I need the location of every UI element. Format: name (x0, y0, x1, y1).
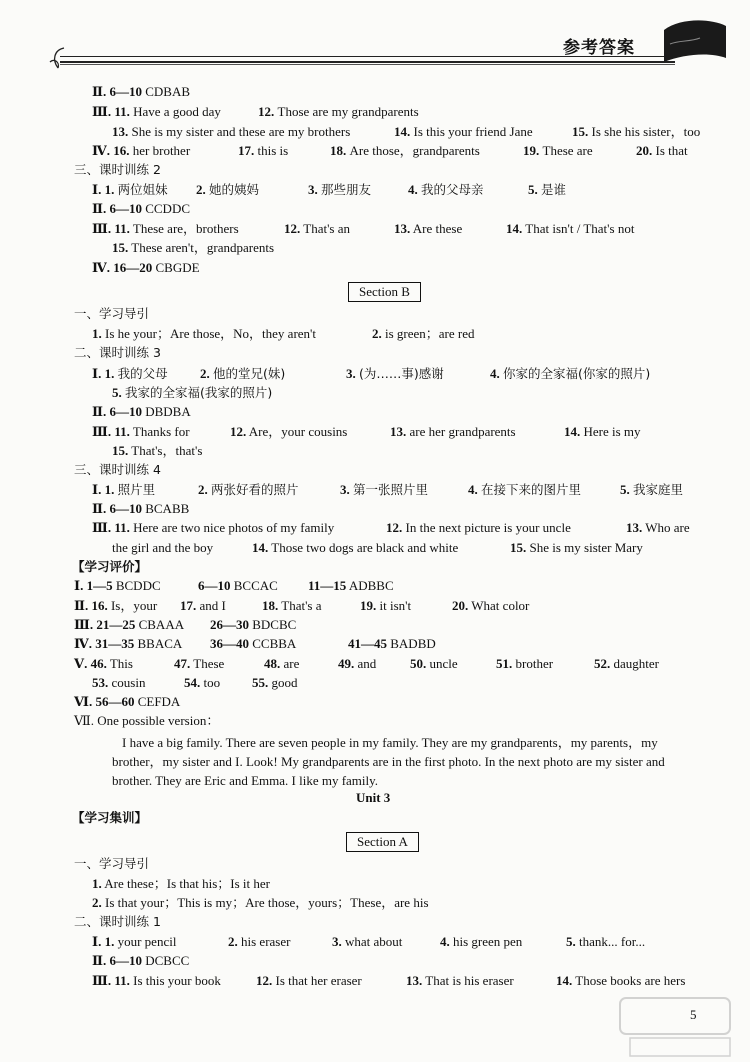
answer-line: 5. 我家的全家福(我家的照片) (112, 385, 273, 400)
answer-line: 20. Is that (636, 143, 688, 158)
answer-line: Ⅰ. 1—5 BCDDC (74, 578, 161, 593)
answer-line: 2. 两张好看的照片 (198, 482, 299, 497)
answer-line: 5. thank... for... (566, 934, 646, 949)
section-heading: 三、课时训练 2 (74, 162, 161, 177)
answer-line: 48. are (264, 656, 300, 671)
answer-line: 15. These aren't，grandparents (112, 240, 275, 255)
answer-line: Ⅳ. 16—20 CBGDE (92, 260, 200, 275)
answer-line: 3. 那些朋友 (308, 182, 372, 197)
answer-line: Ⅱ. 6—10 BCABB (92, 501, 190, 516)
answer-line: Ⅲ. 11. Thanks for (92, 424, 190, 439)
answer-line: 17. and I (180, 598, 226, 613)
answer-line: 3. what about (332, 934, 403, 949)
answer-line: Ⅰ. 1. 照片里 (92, 482, 156, 497)
answer-line: 18. That's a (262, 598, 322, 613)
answer-line: 15. Is she his sister，too (572, 124, 701, 139)
answer-line: 13. That is his eraser (406, 973, 514, 988)
answer-line: 26—30 BDCBC (210, 617, 297, 632)
answer-line: 19. These are (523, 143, 593, 158)
answer-line: 11—15 ADBBC (308, 578, 394, 593)
answer-line: 14. Those books are hers (556, 973, 686, 988)
answer-line: 2. 他的堂兄(妹) (200, 366, 286, 381)
page-number: 5 (690, 1007, 697, 1022)
unit-title: Unit 3 (356, 790, 391, 805)
answer-line: Ⅴ. 46. This (74, 656, 133, 671)
answer-line: Ⅳ. 16. her brother (92, 143, 191, 158)
answer-line: 51. brother (496, 656, 554, 671)
answer-line: 14. Here is my (564, 424, 641, 439)
section-heading: 一、学习导引 (74, 306, 150, 321)
answer-line: 13. She is my sister and these are my brothers (112, 124, 351, 139)
section-b-label: Section B (348, 282, 421, 302)
answer-line: 1. Are these；Is that his；Is it her (92, 876, 271, 891)
answer-line: 3. (为……事)感谢 (346, 366, 444, 381)
answer-line: 13. Who are (626, 520, 690, 535)
answer-line: 14. That isn't / That's not (506, 221, 635, 236)
answer-line: 3. 第一张照片里 (340, 482, 429, 497)
page-header (0, 0, 750, 80)
answer-line: 50. uncle (410, 656, 458, 671)
sample-essay: I have a big family. There are seven people in my family. They are my grandparents，my parents，my brother，my sister and I. Look! My grandparents are in the first photo. In the next photo are my sister and brother. They are Eric and Emma. I like my family. (112, 735, 665, 788)
answer-line: 12. Those are my grandparents (258, 104, 419, 119)
answer-line: Ⅲ. 11. Here are two nice photos of my family (92, 520, 335, 535)
answer-line: 4. 我的父母亲 (408, 182, 484, 197)
section-a-label: Section A (346, 832, 419, 852)
answer-line: 12. In the next picture is your uncle (386, 520, 571, 535)
answer-line: Ⅱ. 6—10 DCBCC (92, 953, 190, 968)
answer-line: Ⅰ. 1. 我的父母 (92, 366, 168, 381)
answer-line: 47. These (174, 656, 225, 671)
answer-line: 4. 在接下来的图片里 (468, 482, 582, 497)
book-tab-ornament-icon (660, 14, 730, 70)
answer-line: 4. 你家的全家福(你家的照片) (490, 366, 651, 381)
answer-line: 55. good (252, 675, 298, 690)
answer-line: 15. She is my sister Mary (510, 540, 643, 555)
answer-line: 49. and (338, 656, 377, 671)
answer-line: 13. are her grandparents (390, 424, 516, 439)
answer-line: 54. too (184, 675, 221, 690)
answer-line: Ⅲ. 21—25 CBAAA (74, 617, 185, 632)
answer-line: 19. it isn't (360, 598, 412, 613)
answer-line: Ⅲ. 11. Have a good day (92, 104, 221, 119)
answer-line: Ⅱ. 6—10 DBDBA (92, 404, 191, 419)
answer-line: 2. 她的姨妈 (196, 182, 260, 197)
answer-line: 53. cousin (92, 675, 146, 690)
answer-line: 14. Is this your friend Jane (394, 124, 533, 139)
answer-line: the girl and the boy (112, 540, 214, 555)
answer-line: Ⅲ. 11. Is this your book (92, 973, 221, 988)
section-heading: 【学习评价】 (72, 559, 148, 574)
answer-line: 17. this is (238, 143, 289, 158)
answer-line: Ⅳ. 31—35 BBACA (74, 636, 183, 651)
watermark-logo-icon (600, 990, 750, 1062)
answer-line: 6—10 BCCAC (198, 578, 278, 593)
answer-line: Ⅰ. 1. your pencil (92, 934, 177, 949)
answer-line: Ⅲ. 11. These are，brothers (92, 221, 239, 236)
page-title: 参考答案 (563, 38, 635, 58)
section-heading: 三、课时训练 4 (74, 462, 161, 477)
header-rule-thin (60, 64, 675, 65)
answer-line: 4. his green pen (440, 934, 523, 949)
answer-line: Ⅱ. 6—10 CDBAB (92, 84, 191, 99)
answer-line: Ⅱ. 6—10 CCDDC (92, 201, 191, 216)
section-heading: 二、课时训练 1 (74, 914, 161, 929)
answer-line: Ⅰ. 1. 两位姐妹 (92, 182, 168, 197)
answer-line: 18. Are those，grandparents (330, 143, 480, 158)
answer-line: 12. That's an (284, 221, 351, 236)
answer-line: 13. Are these (394, 221, 463, 236)
answer-line: 2. Is that your；This is my；Are those，yours；These，are his (92, 895, 429, 910)
answer-line: 15. That's，that's (112, 443, 203, 458)
answer-line: 20. What color (452, 598, 530, 613)
answer-line: Ⅱ. 16. Is，your (74, 598, 158, 613)
answer-line: 14. Those two dogs are black and white (252, 540, 459, 555)
answer-line: 5. 我家庭里 (620, 482, 684, 497)
answer-line: Ⅵ. 56—60 CEFDA (74, 694, 181, 709)
answer-line: 41—45 BADBD (348, 636, 436, 651)
answer-line: 1. Is he your；Are those，No，they aren't (92, 326, 317, 341)
answer-line: Ⅶ. One possible version： (74, 713, 220, 728)
answer-line: 2. is green；are red (372, 326, 475, 341)
section-heading: 【学习集训】 (72, 810, 148, 825)
answer-line: 12. Are，your cousins (230, 424, 348, 439)
section-heading: 二、课时训练 3 (74, 345, 161, 360)
answer-line: 12. Is that her eraser (256, 973, 362, 988)
section-heading: 一、学习导引 (74, 856, 150, 871)
answer-line: 52. daughter (594, 656, 659, 671)
answer-line: 36—40 CCBBA (210, 636, 297, 651)
answer-line: 2. his eraser (228, 934, 291, 949)
answer-line: 5. 是谁 (528, 182, 567, 197)
